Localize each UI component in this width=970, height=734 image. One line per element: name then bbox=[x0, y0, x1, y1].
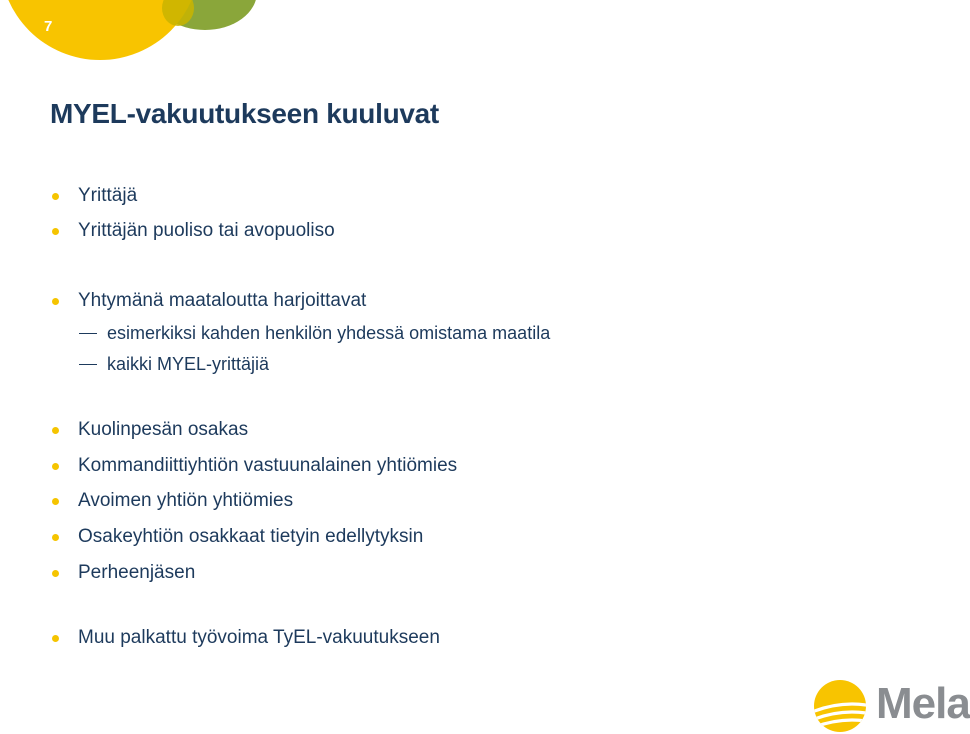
bullet-icon bbox=[52, 427, 59, 434]
header-decoration bbox=[0, 0, 300, 80]
logo-text: Mela bbox=[876, 679, 970, 728]
bullet-icon bbox=[52, 228, 59, 235]
bullet-icon bbox=[52, 534, 59, 541]
page-number: 7 bbox=[44, 18, 53, 35]
dash-icon bbox=[79, 364, 97, 365]
bullet-icon bbox=[52, 463, 59, 470]
bullet-icon bbox=[52, 498, 59, 505]
bullet-icon bbox=[52, 298, 59, 305]
bullet-icon bbox=[52, 570, 59, 577]
bullet-icon bbox=[52, 635, 59, 642]
dash-icon bbox=[79, 333, 97, 334]
bullet-icon bbox=[52, 193, 59, 200]
page-title: MYEL-vakuutukseen kuuluvat bbox=[50, 98, 439, 129]
mela-logo bbox=[812, 676, 970, 734]
sun-logo-icon bbox=[812, 678, 868, 734]
